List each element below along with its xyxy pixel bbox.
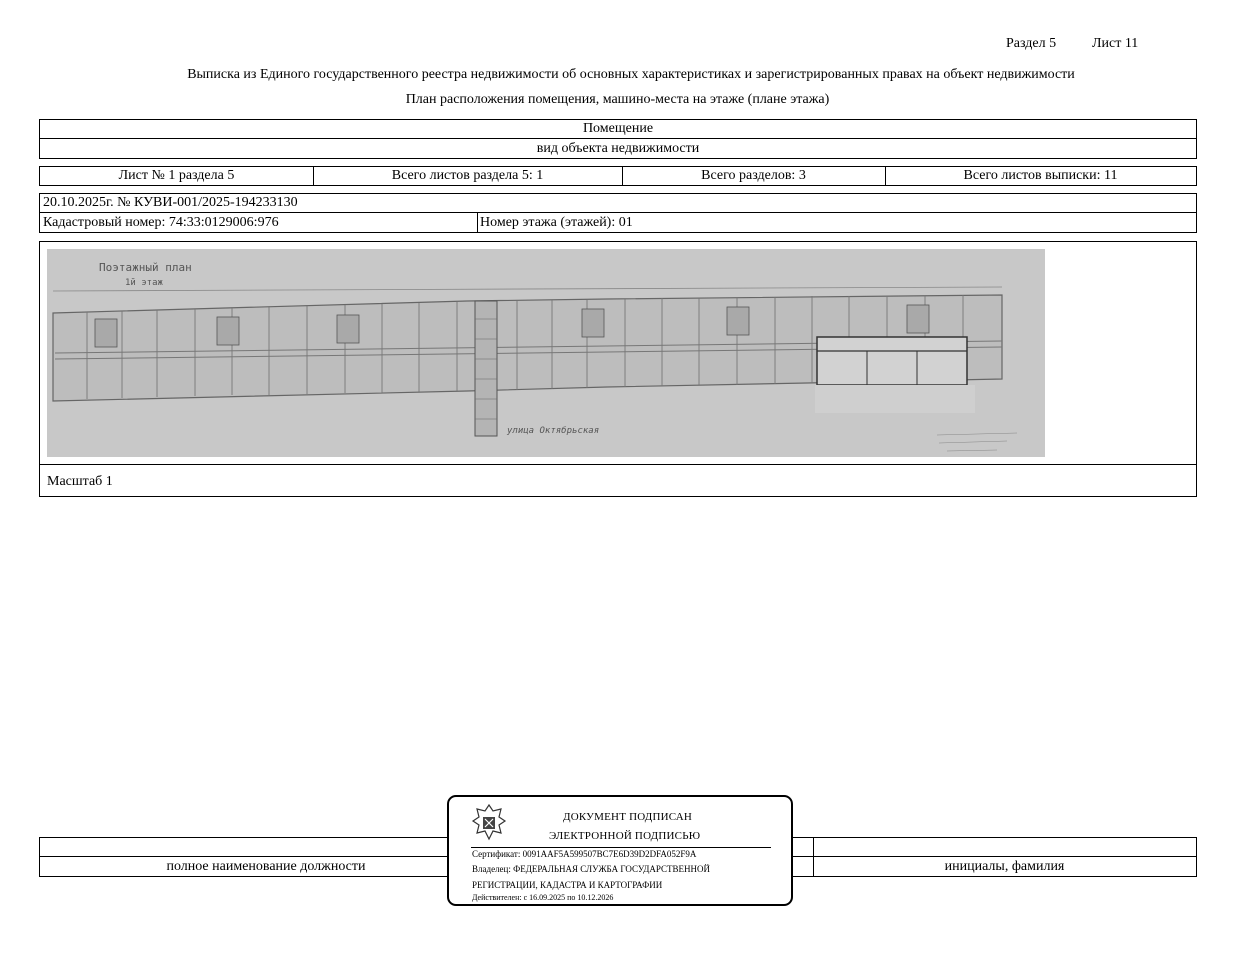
total-extract-sheets: Всего листов выписки: 11 [963,168,1118,183]
document-title: Выписка из Единого государственного реестра недвижимости об основных характеристиках и зарегистрированных правах на объект недвижимости [187,67,1075,82]
stamp-certificate: Сертификат: 0091AAF5A599507BC7E6D39D2DFA052F9A [472,849,697,859]
section-number: Раздел 5 [1006,36,1057,51]
stamp-owner-2: РЕГИСТРАЦИИ, КАДАСТРА И КАРТОГРАФИИ [472,880,663,890]
stamp-line-1: ДОКУМЕНТ ПОДПИСАН [563,811,693,823]
plan-caption-1: Поэтажный план [99,261,192,274]
position-label: полное наименование должности [166,859,366,874]
plan-street-label: улица Октябрьская [507,426,600,436]
stamp-owner-1: Владелец: ФЕДЕРАЛЬНАЯ СЛУЖБА ГОСУДАРСТВЕННОЙ [472,864,711,874]
floor-plan-drawing [47,249,1045,457]
scale-label: Масштаб 1 [47,474,113,489]
sheets-table [39,166,1197,186]
record-table [39,193,1197,233]
object-name: Помещение [582,121,654,136]
stamp-validity: Действителен: с 16.09.2025 по 10.12.2026 [472,893,614,902]
total-section-sheets: Всего листов раздела 5: 1 [391,168,544,183]
emblem-icon [469,801,509,843]
cadastral-number: Кадастровый номер: 74:33:0129006:976 [43,215,279,230]
sheet-number: Лист 11 [1092,36,1139,51]
floor-plan-image [47,249,1045,457]
extract-date-number: 20.10.2025г. № КУВИ-001/2025-194233130 [43,195,298,210]
stamp-line-2: ЭЛЕКТРОННОЙ ПОДПИСЬЮ [549,830,701,842]
floor-number: Номер этажа (этажей): 01 [480,215,633,230]
plan-caption-2: 1й этаж [125,278,163,288]
e-signature-stamp [447,795,793,906]
document-subtitle: План расположения помещения, машино-места на этаже (плане этажа) [405,92,830,107]
sheet-of-section: Лист № 1 раздела 5 [118,168,235,183]
name-label: инициалы, фамилия [944,859,1065,874]
total-sections: Всего разделов: 3 [701,168,806,183]
object-type-table [39,119,1197,159]
object-kind: вид объекта недвижимости [536,141,700,156]
